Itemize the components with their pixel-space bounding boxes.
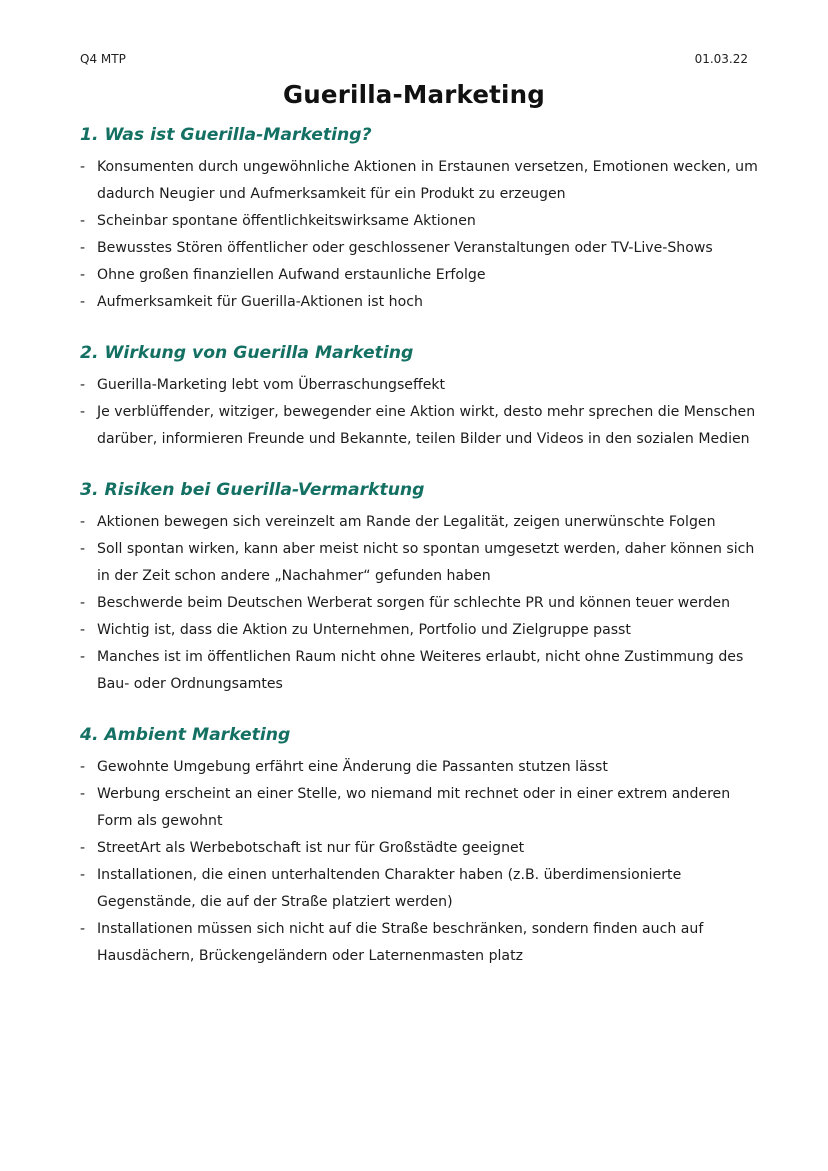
- list-item: [80, 617, 760, 644]
- list-item: [80, 536, 760, 590]
- bullet-list: [80, 509, 760, 698]
- list-item: [80, 916, 760, 970]
- dash-bullet: -: [80, 514, 86, 530]
- dash-bullet: -: [80, 649, 86, 665]
- section-heading: 2. Wirkung von Guerilla Marketing: [80, 343, 414, 363]
- list-item-text: Werbung erscheint an einer Stelle, wo niemand mit rechnet oder in einer extrem anderen Form als gewohnt: [97, 786, 731, 829]
- dash-bullet: -: [80, 595, 86, 611]
- dash-bullet: -: [80, 622, 86, 638]
- list-item: [80, 262, 760, 289]
- dash-bullet: -: [80, 867, 86, 883]
- page-title: Guerilla-Marketing: [282, 80, 546, 109]
- dash-bullet: -: [80, 786, 86, 802]
- dash-bullet: -: [80, 921, 86, 937]
- page-header: [80, 52, 748, 68]
- section-ambient: [80, 724, 760, 970]
- document-body: [80, 124, 760, 996]
- list-item-text: Aktionen bewegen sich vereinzelt am Rande der Legalität, zeigen unerwünschte Folgen: [97, 514, 716, 530]
- dash-bullet: -: [80, 267, 86, 283]
- course-label: Q4 MTP: [80, 52, 126, 66]
- list-item: [80, 590, 760, 617]
- list-item-text: Beschwerde beim Deutschen Werberat sorgen für schlechte PR und können teuer werden: [97, 595, 731, 611]
- dash-bullet: -: [80, 840, 86, 856]
- list-item: [80, 372, 760, 399]
- list-item-text: Ohne großen finanziellen Aufwand erstaunliche Erfolge: [97, 267, 486, 283]
- dash-bullet: -: [80, 541, 86, 557]
- list-item-text: StreetArt als Werbebotschaft ist nur für Großstädte geeignet: [97, 840, 525, 856]
- list-item-text: Soll spontan wirken, kann aber meist nicht so spontan umgesetzt werden, daher können sich in der Zeit schon andere „Nachahmer“ gefunden haben: [97, 541, 755, 584]
- list-item: [80, 208, 760, 235]
- dash-bullet: -: [80, 377, 86, 393]
- date-label: 01.03.22: [694, 52, 748, 66]
- list-item: [80, 509, 760, 536]
- list-item-text: Scheinbar spontane öffentlichkeitswirksame Aktionen: [97, 213, 476, 229]
- dash-bullet: -: [80, 294, 86, 310]
- list-item-text: Manches ist im öffentlichen Raum nicht ohne Weiteres erlaubt, nicht ohne Zustimmung des Bau- oder Ordnungsamtes: [97, 649, 744, 692]
- list-item-text: Gewohnte Umgebung erfährt eine Änderung die Passanten stutzen lässt: [97, 759, 608, 775]
- bullet-list: [80, 372, 760, 453]
- dash-bullet: -: [80, 759, 86, 775]
- dash-bullet: -: [80, 404, 86, 420]
- list-item: [80, 862, 760, 916]
- list-item-text: Installationen, die einen unterhaltenden Charakter haben (z.B. überdimensionierte Gegenstände, die auf der Straße platziert werden): [97, 867, 682, 910]
- section-risiken: [80, 479, 760, 698]
- section-was-ist: [80, 124, 760, 316]
- list-item-text: Bewusstes Stören öffentlicher oder geschlossener Veranstaltungen oder TV-Live-Shows: [97, 240, 713, 256]
- list-item: [80, 644, 760, 698]
- list-item: [80, 781, 760, 835]
- list-item: [80, 154, 760, 208]
- dash-bullet: -: [80, 159, 86, 175]
- section-heading: 3. Risiken bei Guerilla-Vermarktung: [80, 480, 425, 500]
- list-item-text: Je verblüffender, witziger, bewegender eine Aktion wirkt, desto mehr sprechen die Menschen darüber, informieren Freunde und Bekannte, teilen Bilder und Videos in den sozialen Medien: [97, 404, 756, 447]
- section-wirkung: [80, 342, 760, 453]
- list-item-text: Guerilla-Marketing lebt vom Überraschungseffekt: [97, 377, 446, 393]
- bullet-list: [80, 754, 760, 970]
- dash-bullet: -: [80, 213, 86, 229]
- list-item: [80, 835, 760, 862]
- section-heading: 4. Ambient Marketing: [80, 725, 291, 745]
- list-item: [80, 399, 760, 453]
- list-item-text: Aufmerksamkeit für Guerilla-Aktionen ist hoch: [97, 294, 423, 310]
- bullet-list: [80, 154, 760, 316]
- list-item: [80, 754, 760, 781]
- list-item: [80, 289, 760, 316]
- list-item-text: Installationen müssen sich nicht auf die Straße beschränken, sondern finden auch auf Hausdächern, Brückengeländern oder Laternenmasten platz: [97, 921, 704, 964]
- list-item-text: Konsumenten durch ungewöhnliche Aktionen in Erstaunen versetzen, Emotionen wecken, um dadurch Neugier und Aufmerksamkeit für ein Produkt zu erzeugen: [97, 159, 758, 202]
- list-item-text: Wichtig ist, dass die Aktion zu Unternehmen, Portfolio und Zielgruppe passt: [97, 622, 631, 638]
- dash-bullet: -: [80, 240, 86, 256]
- list-item: [80, 235, 760, 262]
- section-heading: 1. Was ist Guerilla-Marketing?: [80, 125, 372, 145]
